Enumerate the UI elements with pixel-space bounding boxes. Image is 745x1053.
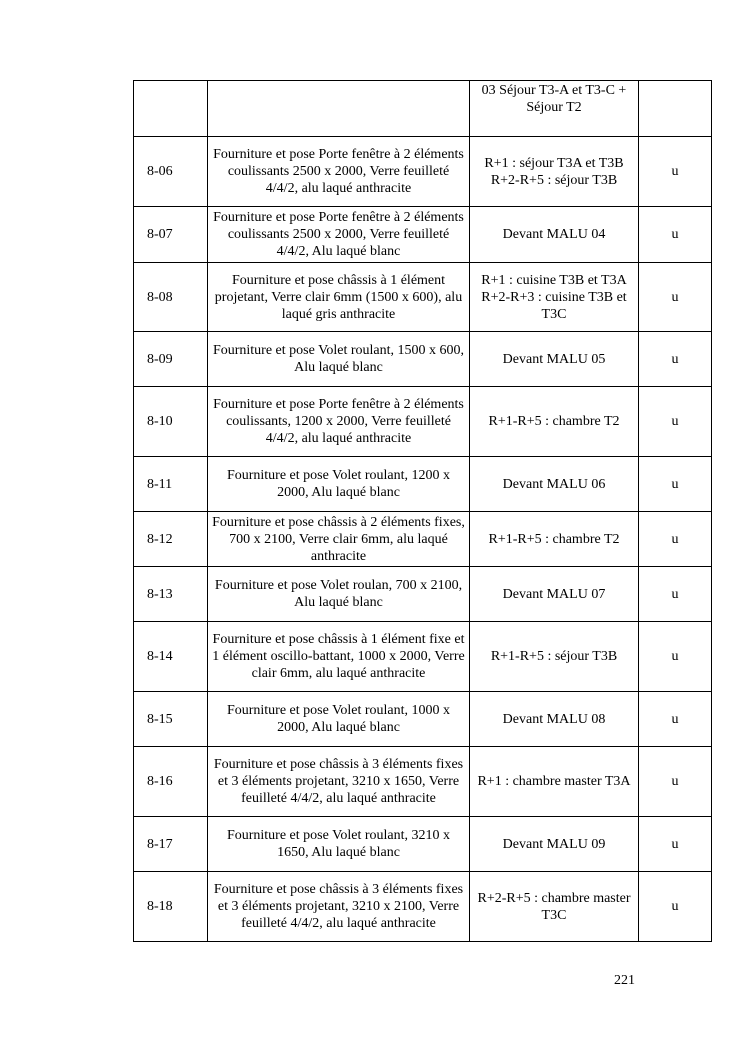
table-row bbox=[134, 817, 712, 872]
specification-table bbox=[133, 80, 712, 942]
unit-cell: u bbox=[639, 747, 712, 817]
unit-cell: u bbox=[639, 387, 712, 457]
unit-cell: u bbox=[639, 622, 712, 692]
code-cell: 8-15 bbox=[134, 692, 208, 747]
page-number: 221 bbox=[614, 973, 635, 988]
unit-cell: u bbox=[639, 263, 712, 332]
description-cell: Fourniture et pose Volet roulan, 700 x 2100, Alu laqué blanc bbox=[208, 567, 470, 622]
description-cell: Fourniture et pose Volet roulant, 1500 x 600, Alu laqué blanc bbox=[208, 332, 470, 387]
unit-cell: u bbox=[639, 457, 712, 512]
location-cell: Devant MALU 06 bbox=[470, 457, 639, 512]
location-cell: R+1 : chambre master T3A bbox=[470, 747, 639, 817]
location-cell: Devant MALU 09 bbox=[470, 817, 639, 872]
continuation-row bbox=[134, 81, 712, 137]
location-cell: Devant MALU 05 bbox=[470, 332, 639, 387]
table-row bbox=[134, 622, 712, 692]
table-row bbox=[134, 692, 712, 747]
location-cell: Devant MALU 04 bbox=[470, 207, 639, 263]
table-row bbox=[134, 387, 712, 457]
description-cell: Fourniture et pose Porte fenêtre à 2 éléments coulissants, 1200 x 2000, Verre feuilleté 4/4/2, alu laqué anthracite bbox=[208, 387, 470, 457]
unit-cell: u bbox=[639, 817, 712, 872]
location-cell: R+1-R+5 : séjour T3B bbox=[470, 622, 639, 692]
table-row bbox=[134, 207, 712, 263]
description-cell: Fourniture et pose Volet roulant, 1000 x 2000, Alu laqué blanc bbox=[208, 692, 470, 747]
description-cell: Fourniture et pose Volet roulant, 3210 x 1650, Alu laqué blanc bbox=[208, 817, 470, 872]
unit-cell: u bbox=[639, 872, 712, 942]
description-cell: Fourniture et pose Porte fenêtre à 2 éléments coulissants 2500 x 2000, Verre feuilleté 4/4/2, alu laqué anthracite bbox=[208, 137, 470, 207]
unit-cell bbox=[639, 81, 712, 137]
code-cell: 8-07 bbox=[134, 207, 208, 263]
code-cell: 8-17 bbox=[134, 817, 208, 872]
table-row bbox=[134, 567, 712, 622]
code-cell: 8-12 bbox=[134, 512, 208, 567]
description-cell bbox=[208, 81, 470, 137]
unit-cell: u bbox=[639, 692, 712, 747]
table-body bbox=[134, 81, 712, 942]
code-cell: 8-10 bbox=[134, 387, 208, 457]
description-cell: Fourniture et pose châssis à 1 élément projetant, Verre clair 6mm (1500 x 600), alu laqué gris anthracite bbox=[208, 263, 470, 332]
location-cell: R+1-R+5 : chambre T2 bbox=[470, 387, 639, 457]
description-cell: Fourniture et pose châssis à 3 éléments fixes et 3 éléments projetant, 3210 x 1650, Verre feuilleté 4/4/2, alu laqué anthracite bbox=[208, 747, 470, 817]
location-cell: R+1 : séjour T3A et T3B R+2-R+5 : séjour T3B bbox=[470, 137, 639, 207]
code-cell: 8-16 bbox=[134, 747, 208, 817]
table-row bbox=[134, 332, 712, 387]
table-row bbox=[134, 872, 712, 942]
code-cell: 8-18 bbox=[134, 872, 208, 942]
table-row bbox=[134, 457, 712, 512]
code-cell: 8-06 bbox=[134, 137, 208, 207]
unit-cell: u bbox=[639, 207, 712, 263]
location-cell: Devant MALU 07 bbox=[470, 567, 639, 622]
description-cell: Fourniture et pose châssis à 3 éléments fixes et 3 éléments projetant, 3210 x 2100, Verre feuilleté 4/4/2, alu laqué anthracite bbox=[208, 872, 470, 942]
table-row bbox=[134, 137, 712, 207]
location-cell: Devant MALU 08 bbox=[470, 692, 639, 747]
code-cell: 8-11 bbox=[134, 457, 208, 512]
code-cell: 8-08 bbox=[134, 263, 208, 332]
location-cell: R+1 : cuisine T3B et T3A R+2-R+3 : cuisine T3B et T3C bbox=[470, 263, 639, 332]
unit-cell: u bbox=[639, 137, 712, 207]
code-cell: 8-13 bbox=[134, 567, 208, 622]
description-cell: Fourniture et pose Porte fenêtre à 2 éléments coulissants 2500 x 2000, Verre feuilleté 4/4/2, Alu laqué blanc bbox=[208, 207, 470, 263]
unit-cell: u bbox=[639, 332, 712, 387]
location-cell: R+2-R+5 : chambre master T3C bbox=[470, 872, 639, 942]
description-cell: Fourniture et pose châssis à 2 éléments fixes, 700 x 2100, Verre clair 6mm, alu laqué anthracite bbox=[208, 512, 470, 567]
table-row bbox=[134, 512, 712, 567]
code-cell: 8-14 bbox=[134, 622, 208, 692]
table-row bbox=[134, 747, 712, 817]
location-cell: R+1-R+5 : chambre T2 bbox=[470, 512, 639, 567]
unit-cell: u bbox=[639, 512, 712, 567]
code-cell bbox=[134, 81, 208, 137]
code-cell: 8-09 bbox=[134, 332, 208, 387]
unit-cell: u bbox=[639, 567, 712, 622]
table-row bbox=[134, 263, 712, 332]
description-cell: Fourniture et pose châssis à 1 élément fixe et 1 élément oscillo-battant, 1000 x 2000, Verre clair 6mm, alu laqué anthracite bbox=[208, 622, 470, 692]
description-cell: Fourniture et pose Volet roulant, 1200 x 2000, Alu laqué blanc bbox=[208, 457, 470, 512]
location-cell: 03 Séjour T3-A et T3-C + Séjour T2 bbox=[470, 81, 639, 137]
